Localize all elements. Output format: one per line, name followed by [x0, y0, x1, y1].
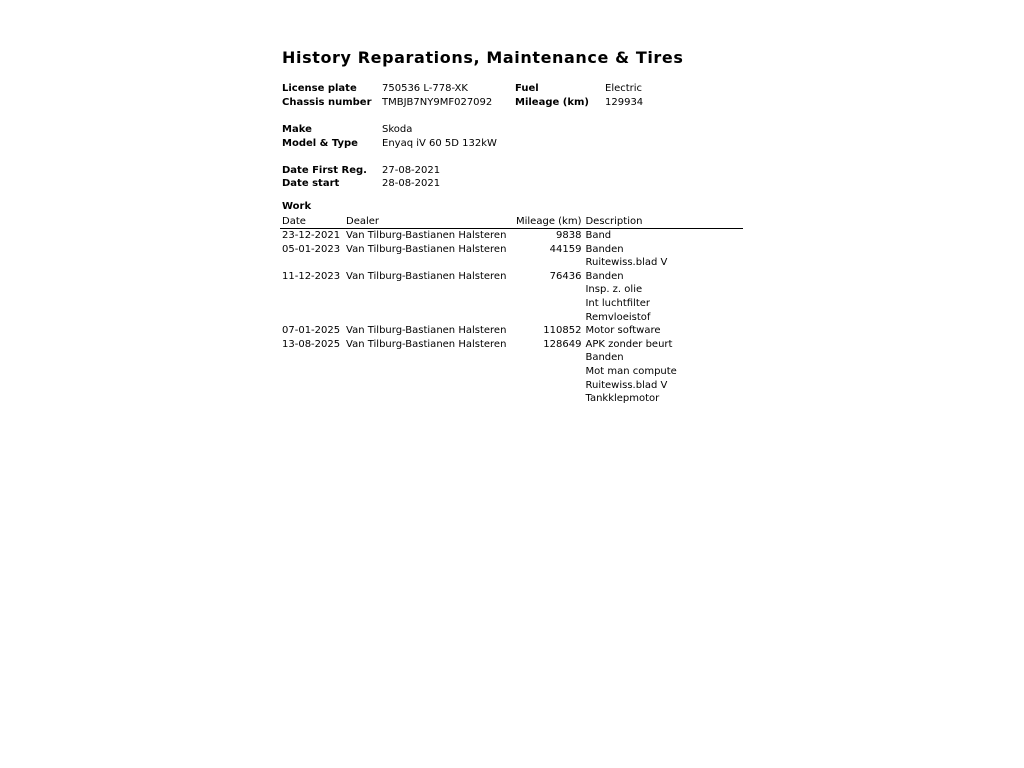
row-mileage: 9838 [556, 230, 582, 241]
license-plate-label: License plate [282, 83, 357, 94]
row-dealer [344, 297, 514, 311]
row-description: Insp. z. olie [585, 284, 643, 296]
row-mileage [514, 379, 583, 393]
row-mileage [514, 283, 583, 297]
row-mileage: 44159 [549, 243, 582, 255]
row-date [280, 283, 344, 297]
row-description: Band [585, 230, 612, 241]
table-row [280, 392, 743, 406]
work-table-header [280, 215, 743, 229]
row-mileage [514, 351, 583, 365]
row-description: Remvloeistof [585, 311, 651, 323]
table-row [280, 351, 743, 365]
header-date: Date [280, 215, 344, 229]
date-start-label: Date start [282, 178, 340, 189]
row-dealer [344, 365, 514, 379]
row-date [280, 379, 344, 393]
row-date [280, 351, 344, 365]
row-description: Banden [585, 243, 624, 255]
date-start-value: 28-08-2021 [382, 178, 441, 189]
fuel-label: Fuel [515, 83, 539, 94]
row-dealer [344, 379, 514, 393]
table-row [280, 243, 743, 257]
mileage-label: Mileage (km) [515, 97, 589, 108]
row-description: Tankklepmotor [585, 393, 660, 405]
row-description: Motor software [585, 325, 661, 337]
row-date [280, 297, 344, 311]
header-description: Description [583, 215, 743, 229]
row-description: Banden [585, 352, 624, 364]
table-row [280, 365, 743, 379]
row-mileage [514, 392, 583, 406]
row-mileage [514, 297, 583, 311]
row-date: 13-08-2025 [282, 338, 341, 350]
row-date: 23-12-2021 [282, 230, 341, 241]
row-dealer: Van Tilburg-Bastianen Halsteren [346, 338, 507, 350]
row-date [280, 365, 344, 379]
table-row [280, 283, 743, 297]
row-dealer [344, 351, 514, 365]
row-mileage [514, 311, 583, 325]
table-row [280, 324, 743, 338]
table-row [280, 256, 743, 270]
row-mileage [514, 365, 583, 379]
date-first-reg-value: 27-08-2021 [382, 165, 441, 176]
mileage-value: 129934 [605, 97, 644, 108]
row-description: Ruitewiss.blad V [585, 379, 668, 391]
model-type-label: Model & Type [282, 138, 358, 149]
model-type-value: Enyaq iV 60 5D 132kW [382, 138, 497, 149]
table-row [280, 311, 743, 325]
work-table [280, 215, 743, 406]
row-dealer [344, 256, 514, 270]
row-date: 07-01-2025 [282, 325, 341, 337]
make-value: Skoda [382, 124, 413, 135]
make-label: Make [282, 124, 312, 135]
date-first-reg-label: Date First Reg. [282, 165, 367, 176]
chassis-number-label: Chassis number [282, 97, 372, 108]
row-mileage: 128649 [543, 338, 582, 350]
row-description: Ruitewiss.blad V [585, 257, 668, 269]
row-description: Mot man compute [585, 365, 677, 377]
row-dealer [344, 311, 514, 325]
row-dealer: Van Tilburg-Bastianen Halsteren [346, 325, 507, 337]
header-mileage: Mileage (km) [516, 216, 582, 227]
row-description: Banden [585, 270, 624, 282]
row-description: Int luchtfilter [585, 297, 651, 309]
row-dealer [344, 283, 514, 297]
row-date: 05-01-2023 [282, 243, 341, 255]
row-dealer: Van Tilburg-Bastianen Halsteren [346, 243, 507, 255]
fuel-value: Electric [605, 83, 643, 94]
row-dealer: Van Tilburg-Bastianen Halsteren [346, 270, 507, 282]
table-row [280, 338, 743, 352]
table-row [280, 379, 743, 393]
table-row [280, 297, 743, 311]
row-mileage: 110852 [543, 325, 582, 337]
row-date: 11-12-2023 [282, 270, 341, 282]
work-section-title: Work [282, 201, 312, 212]
chassis-number-value: TMBJB7NY9MF027092 [382, 97, 493, 108]
license-plate-value: 750536 L-778-XK [382, 83, 468, 94]
row-description: APK zonder beurt [585, 338, 673, 350]
row-dealer [344, 392, 514, 406]
row-dealer: Van Tilburg-Bastianen Halsteren [346, 230, 507, 241]
row-date [280, 392, 344, 406]
row-date [280, 311, 344, 325]
row-mileage: 76436 [549, 270, 582, 282]
table-row [280, 270, 743, 284]
page-title: History Reparations, Maintenance & Tires [282, 48, 684, 67]
header-dealer: Dealer [344, 215, 514, 229]
row-mileage [514, 256, 583, 270]
row-date [280, 256, 344, 270]
table-row [280, 229, 743, 243]
